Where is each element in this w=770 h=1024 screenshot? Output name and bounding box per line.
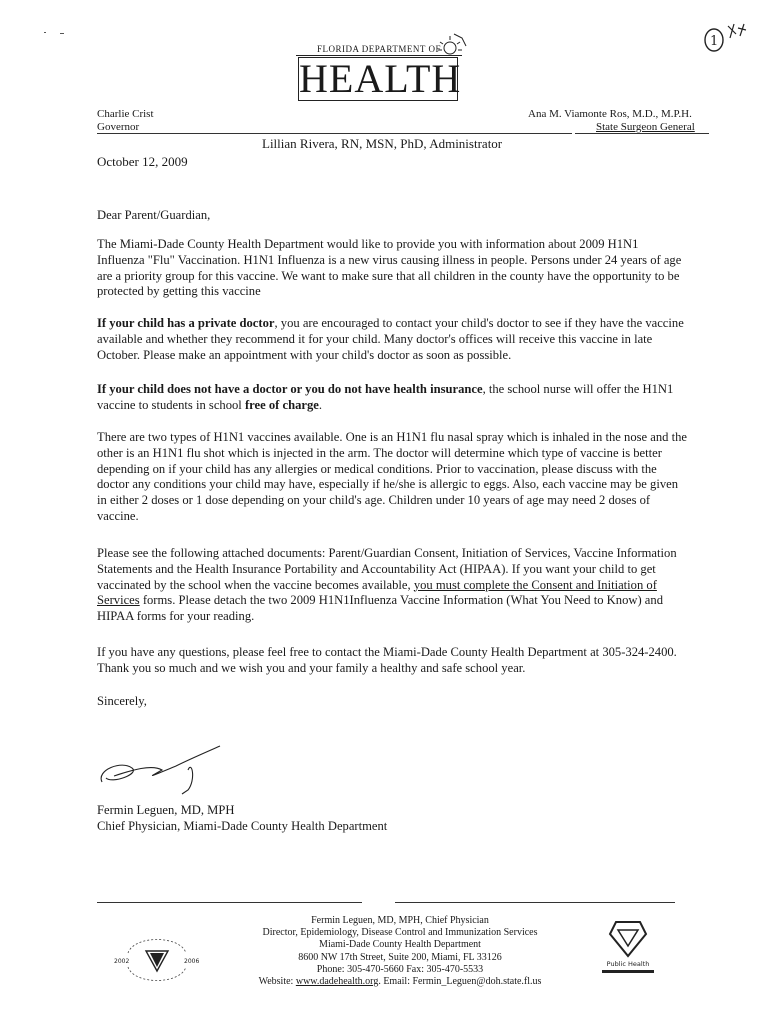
- footer-line: Phone: 305-470-5660 Fax: 305-470-5533: [316, 963, 484, 975]
- surgeon-general-name: Ana M. Viamonte Ros, M.D., M.P.H.: [528, 108, 692, 120]
- paragraph-text: , the school nurse will offer the H1N1 vaccine to students in school: [97, 382, 674, 412]
- website-link[interactable]: www.dadehealth.org: [295, 976, 379, 988]
- closing: Sincerely,: [97, 694, 147, 708]
- svg-text:1: 1: [710, 34, 719, 49]
- footer-divider-left: [97, 902, 362, 903]
- paragraph-vaccine-types: There are two types of H1N1 vaccines available. One is an H1N1 flu nasal spray which is inhaled in the nose and the other is an H1N1 flu shot which is injected in the arm. The doctor will determine which type of vaccine is better depending on if your child has any allergies or medical conditions. Prior to vaccination, please discuss with the doctor any conditions your child may have, especially if he/she is allergic to eggs. Also, each vaccine may be given in either 2 doses or 1 dose depending on your child's age. Children under 10 years of age may need 2 doses of vaccine.: [97, 430, 687, 523]
- footer-divider-right: [395, 902, 675, 903]
- underlined-requirement: you must complete the Consent and Initiation of Services: [97, 577, 657, 608]
- handwritten-signature: [92, 740, 232, 796]
- salutation: Dear Parent/Guardian,: [97, 208, 211, 222]
- header-divider-right: [575, 133, 709, 134]
- email-link[interactable]: Fermin_Leguen@doh.state.fl.us: [412, 976, 542, 988]
- handwritten-stamp: [700, 20, 750, 54]
- paragraph-text: forms. Please detach the two 2009 H1N1Influenza Vaccine Information (What You Need to Know) and HIPAA forms for your reading.: [97, 593, 663, 624]
- footer-line: Miami-Dade County Health Department: [319, 939, 481, 951]
- public-health-logo-icon: [596, 916, 660, 976]
- accreditation-seal-icon: [112, 925, 202, 990]
- email-label: . Email:: [378, 976, 413, 988]
- svg-text:Public Health: Public Health: [606, 960, 650, 968]
- signer-name: Fermin Leguen, MD, MPH: [97, 803, 235, 817]
- svg-text:2006: 2006: [184, 958, 200, 965]
- letter-date: October 12, 2009: [97, 154, 188, 169]
- sun-logo-icon: [432, 32, 468, 62]
- surgeon-general-title: State Surgeon General: [596, 121, 695, 133]
- svg-text:2002: 2002: [114, 958, 130, 965]
- footer-line: Director, Epidemiology, Disease Control and Immunization Services: [262, 927, 538, 939]
- signer-title: Chief Physician, Miami-Dade County Health Department: [97, 819, 388, 833]
- paragraph-text: , you are encouraged to contact your child's doctor to see if they have the vaccine available and whether they recommend it for your child. Many doctor's offices will receive this vaccine in late October. Please make an appointment with your child's doctor as soon as possible.: [97, 316, 684, 362]
- health-logo: HEALTH: [299, 56, 462, 101]
- paragraph-text: Please see the following attached documents: Parent/Guardian Consent, Initiation of Services, Vaccine Information Statements and the Health Insurance Portability and Accountability Act (HIPAA). If you want your child to get vaccinated by the school when the vaccine becomes available,: [97, 546, 677, 592]
- governor-title: Governor: [97, 121, 140, 133]
- paragraph-questions: If you have any questions, please feel free to contact the Miami-Dade County Health Department at 305-324-2400. Thank you so much and we wish you and your family a healthy and safe school year.: [97, 645, 677, 675]
- bold-lead: If your child has a private doctor: [97, 316, 275, 330]
- signer-block: [97, 802, 387, 834]
- paragraph-documents: [97, 546, 687, 625]
- governor-name: Charlie Crist: [97, 108, 154, 120]
- paragraph-no-doctor: [97, 382, 687, 414]
- administrator-line: Lillian Rivera, RN, MSN, PhD, Administrator: [262, 136, 503, 151]
- footer-line: Fermin Leguen, MD, MPH, Chief Physician: [311, 915, 489, 926]
- paragraph-text: .: [318, 397, 322, 412]
- department-text: FLORIDA DEPARTMENT OF: [296, 44, 462, 56]
- scan-speck: [60, 33, 64, 34]
- bold-free: free of charge: [244, 397, 319, 412]
- header-divider-left: [97, 133, 572, 134]
- scan-speck: [44, 32, 46, 33]
- footer-web-email: [225, 976, 575, 988]
- footer-line: 8600 NW 17th Street, Suite 200, Miami, FL 33126: [298, 951, 502, 963]
- paragraph-intro: The Miami-Dade County Health Department would like to provide you with information about 2009 H1N1 Influenza "Flu" Vaccination. H1N1 Influenza is a new virus causing illness in people. Persons under 24 years of age are a priority group for this vaccine. We want to make sure that all children in the county have the opportunity to be protected by getting this vaccine: [97, 237, 682, 299]
- website-label: Website:: [258, 976, 296, 988]
- bold-lead: If your child does not have a doctor or you do not have health insurance: [97, 382, 483, 396]
- footer-contact: [225, 915, 575, 988]
- paragraph-private-doctor: [97, 316, 687, 363]
